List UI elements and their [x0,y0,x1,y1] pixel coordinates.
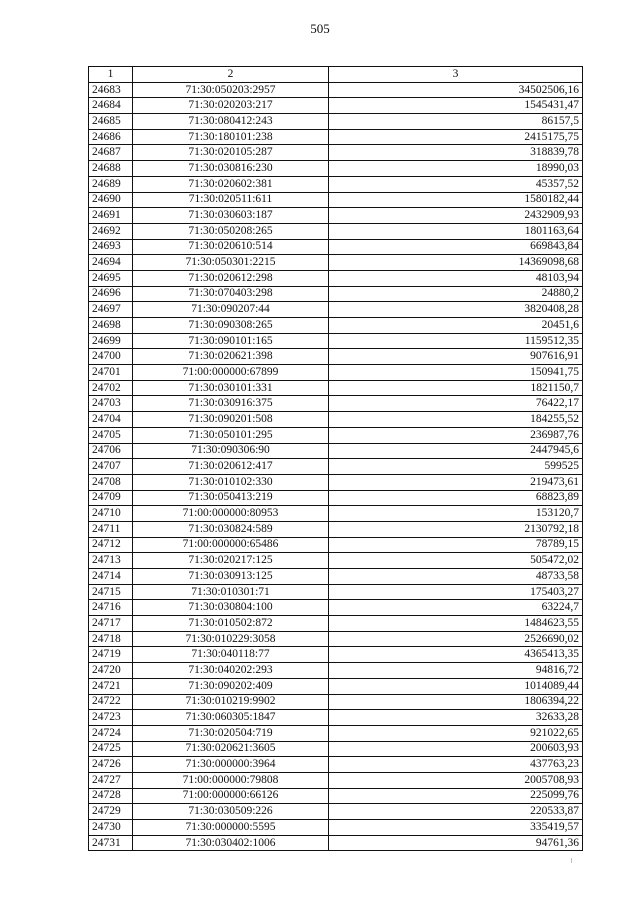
cell-cadastral-number: 71:30:060305:1847 [133,710,329,726]
table-row [89,208,583,224]
cell-row-number: 24687 [89,145,133,161]
table-row [89,678,583,694]
cell-cadastral-number: 71:30:090101:165 [133,333,329,349]
cell-cadastral-number: 71:30:030913:125 [133,569,329,585]
cell-cadastral-value: 34502506,16 [329,82,583,98]
table-row [89,396,583,412]
cell-cadastral-number: 71:30:030509:226 [133,804,329,820]
cell-cadastral-number: 71:30:020203:217 [133,98,329,114]
cell-row-number: 24728 [89,788,133,804]
cell-cadastral-number: 71:30:020621:398 [133,349,329,365]
cell-cadastral-number: 71:30:020105:287 [133,145,329,161]
cell-row-number: 24721 [89,678,133,694]
cell-row-number: 24725 [89,741,133,757]
table-row [89,82,583,98]
cell-row-number: 24714 [89,569,133,585]
cell-cadastral-number: 71:30:000000:3964 [133,757,329,773]
table-row [89,663,583,679]
table-row [89,725,583,741]
cell-cadastral-value: 2415175,75 [329,129,583,145]
cell-cadastral-number: 71:00:000000:65486 [133,537,329,553]
cell-row-number: 24698 [89,318,133,334]
table-row [89,694,583,710]
cell-row-number: 24720 [89,663,133,679]
table-row [89,318,583,334]
cell-cadastral-value: 153120,7 [329,506,583,522]
table-row [89,129,583,145]
table-row [89,569,583,585]
cell-cadastral-number: 71:30:030402:1006 [133,835,329,851]
cell-cadastral-value: 921022,65 [329,725,583,741]
cell-cadastral-number: 71:30:070403:298 [133,286,329,302]
cell-cadastral-value: 32633,28 [329,710,583,726]
cell-cadastral-value: 175403,27 [329,584,583,600]
cell-cadastral-number: 71:00:000000:80953 [133,506,329,522]
table-header-row [89,67,583,83]
cell-row-number: 24712 [89,537,133,553]
cell-row-number: 24726 [89,757,133,773]
cell-cadastral-number: 71:00:000000:67899 [133,365,329,381]
cell-row-number: 24697 [89,302,133,318]
cell-row-number: 24686 [89,129,133,145]
cell-row-number: 24716 [89,600,133,616]
table-row [89,239,583,255]
table-row [89,333,583,349]
cell-cadastral-value: 2005708,93 [329,772,583,788]
cadastral-value-table [88,66,583,851]
table-row [89,553,583,569]
table-row [89,804,583,820]
cell-cadastral-number: 71:30:030804:100 [133,600,329,616]
table-row [89,412,583,428]
cell-cadastral-number: 71:30:020610:514 [133,239,329,255]
cell-row-number: 24713 [89,553,133,569]
cell-row-number: 24723 [89,710,133,726]
cell-row-number: 24731 [89,835,133,851]
table-row [89,741,583,757]
cell-cadastral-number: 71:00:000000:66126 [133,788,329,804]
cell-cadastral-number: 71:30:020217:125 [133,553,329,569]
cell-cadastral-number: 71:30:010102:330 [133,474,329,490]
cell-cadastral-value: 45357,52 [329,176,583,192]
cell-cadastral-value: 219473,61 [329,474,583,490]
cell-cadastral-number: 71:30:030816:230 [133,161,329,177]
cell-row-number: 24691 [89,208,133,224]
cell-row-number: 24693 [89,239,133,255]
cell-cadastral-value: 48103,94 [329,270,583,286]
cell-cadastral-value: 2130792,18 [329,521,583,537]
cell-row-number: 24707 [89,459,133,475]
cell-row-number: 24685 [89,114,133,130]
cell-cadastral-value: 78789,15 [329,537,583,553]
table-row [89,443,583,459]
cell-cadastral-number: 71:30:020602:381 [133,176,329,192]
cell-cadastral-number: 71:30:010219:9902 [133,694,329,710]
cell-cadastral-value: 907616,91 [329,349,583,365]
table-row [89,600,583,616]
cell-cadastral-value: 76422,17 [329,396,583,412]
cell-cadastral-number: 71:30:050203:2957 [133,82,329,98]
cell-cadastral-value: 20451,6 [329,318,583,334]
table-row [89,835,583,851]
table-row [89,176,583,192]
table-row [89,286,583,302]
cell-cadastral-number: 71:30:050301:2215 [133,255,329,271]
cell-row-number: 24704 [89,412,133,428]
cell-cadastral-value: 150941,75 [329,365,583,381]
cell-cadastral-value: 1545431,47 [329,98,583,114]
cell-cadastral-value: 505472,02 [329,553,583,569]
cell-cadastral-number: 71:30:010229:3058 [133,631,329,647]
cell-cadastral-number: 71:30:050101:295 [133,427,329,443]
cell-cadastral-number: 71:30:090201:508 [133,412,329,428]
table-row [89,349,583,365]
cell-cadastral-number: 71:30:050413:219 [133,490,329,506]
cell-cadastral-number: 71:00:000000:79808 [133,772,329,788]
cell-row-number: 24706 [89,443,133,459]
scan-mark [571,858,572,863]
table-row [89,772,583,788]
table-row [89,631,583,647]
table-row [89,365,583,381]
cell-cadastral-number: 71:30:040118:77 [133,647,329,663]
table-row [89,161,583,177]
cell-cadastral-number: 71:30:050208:265 [133,223,329,239]
cell-cadastral-value: 599525 [329,459,583,475]
cell-cadastral-number: 71:30:040202:293 [133,663,329,679]
column-header-cadastral-number: 2 [133,67,329,83]
cell-row-number: 24730 [89,820,133,836]
cell-cadastral-number: 71:30:030824:589 [133,521,329,537]
table-row [89,521,583,537]
cell-cadastral-value: 3820408,28 [329,302,583,318]
cell-row-number: 24717 [89,616,133,632]
cell-cadastral-value: 1484623,55 [329,616,583,632]
cell-cadastral-value: 2526690,02 [329,631,583,647]
cell-row-number: 24710 [89,506,133,522]
cell-cadastral-value: 2432909,93 [329,208,583,224]
cell-cadastral-value: 1801163,64 [329,223,583,239]
cell-row-number: 24724 [89,725,133,741]
cell-cadastral-number: 71:30:020511:611 [133,192,329,208]
cell-cadastral-number: 71:30:020612:417 [133,459,329,475]
cell-row-number: 24719 [89,647,133,663]
cell-cadastral-number: 71:30:090308:265 [133,318,329,334]
cell-cadastral-value: 24880,2 [329,286,583,302]
table-row [89,757,583,773]
cell-cadastral-number: 71:30:090202:409 [133,678,329,694]
cell-cadastral-number: 71:30:020621:3605 [133,741,329,757]
table-row [89,584,583,600]
cell-row-number: 24683 [89,82,133,98]
table-row [89,255,583,271]
cell-cadastral-number: 71:30:030916:375 [133,396,329,412]
cell-cadastral-value: 669843,84 [329,239,583,255]
table-row [89,114,583,130]
cell-row-number: 24692 [89,223,133,239]
cell-row-number: 24700 [89,349,133,365]
cell-row-number: 24694 [89,255,133,271]
table-row [89,459,583,475]
table-row [89,474,583,490]
cell-row-number: 24690 [89,192,133,208]
table-row [89,506,583,522]
cell-row-number: 24688 [89,161,133,177]
cell-row-number: 24711 [89,521,133,537]
cell-cadastral-value: 1159512,35 [329,333,583,349]
cell-row-number: 24709 [89,490,133,506]
table-row [89,192,583,208]
cell-cadastral-number: 71:30:010301:71 [133,584,329,600]
cell-cadastral-value: 220533,87 [329,804,583,820]
table-row [89,647,583,663]
cell-row-number: 24708 [89,474,133,490]
cell-cadastral-value: 225099,76 [329,788,583,804]
cell-cadastral-value: 200603,93 [329,741,583,757]
cell-row-number: 24689 [89,176,133,192]
cell-row-number: 24701 [89,365,133,381]
table-row [89,145,583,161]
table-row [89,710,583,726]
cell-row-number: 24705 [89,427,133,443]
cell-cadastral-value: 2447945,6 [329,443,583,459]
cell-cadastral-number: 71:30:090207:44 [133,302,329,318]
table-row [89,788,583,804]
cell-cadastral-number: 71:30:000000:5595 [133,820,329,836]
cell-cadastral-value: 335419,57 [329,820,583,836]
cell-cadastral-value: 68823,89 [329,490,583,506]
table-row [89,223,583,239]
table-row [89,380,583,396]
cell-cadastral-value: 18990,03 [329,161,583,177]
table-row [89,537,583,553]
cell-cadastral-number: 71:30:080412:243 [133,114,329,130]
cell-row-number: 24684 [89,98,133,114]
column-header-cadastral-value: 3 [329,67,583,83]
cell-cadastral-number: 71:30:010502:872 [133,616,329,632]
cell-cadastral-value: 14369098,68 [329,255,583,271]
cell-cadastral-value: 1806394,22 [329,694,583,710]
cell-cadastral-value: 63224,7 [329,600,583,616]
cell-cadastral-number: 71:30:180101:238 [133,129,329,145]
cell-row-number: 24702 [89,380,133,396]
table-row [89,98,583,114]
table-row [89,427,583,443]
cell-cadastral-value: 184255,52 [329,412,583,428]
cell-cadastral-value: 94761,36 [329,835,583,851]
table-row [89,302,583,318]
cell-cadastral-value: 236987,76 [329,427,583,443]
cell-row-number: 24715 [89,584,133,600]
cell-cadastral-value: 48733,58 [329,569,583,585]
cell-row-number: 24703 [89,396,133,412]
cell-cadastral-value: 86157,5 [329,114,583,130]
page-number: 505 [310,21,330,36]
cell-cadastral-number: 71:30:030101:331 [133,380,329,396]
cell-row-number: 24718 [89,631,133,647]
cell-cadastral-value: 1580182,44 [329,192,583,208]
cell-cadastral-value: 4365413,35 [329,647,583,663]
cell-cadastral-value: 1821150,7 [329,380,583,396]
cell-row-number: 24696 [89,286,133,302]
table-row [89,270,583,286]
cell-cadastral-number: 71:30:020612:298 [133,270,329,286]
cell-cadastral-number: 71:30:090306:90 [133,443,329,459]
cell-row-number: 24722 [89,694,133,710]
cell-cadastral-number: 71:30:020504:719 [133,725,329,741]
column-header-number: 1 [89,67,133,83]
cell-cadastral-value: 318839,78 [329,145,583,161]
table-row [89,490,583,506]
cell-row-number: 24699 [89,333,133,349]
cell-cadastral-number: 71:30:030603:187 [133,208,329,224]
table-row [89,820,583,836]
cell-cadastral-value: 1014089,44 [329,678,583,694]
cell-cadastral-value: 437763,23 [329,757,583,773]
cell-cadastral-value: 94816,72 [329,663,583,679]
cell-row-number: 24727 [89,772,133,788]
cell-row-number: 24729 [89,804,133,820]
table-body [89,82,583,851]
table-row [89,616,583,632]
cell-row-number: 24695 [89,270,133,286]
